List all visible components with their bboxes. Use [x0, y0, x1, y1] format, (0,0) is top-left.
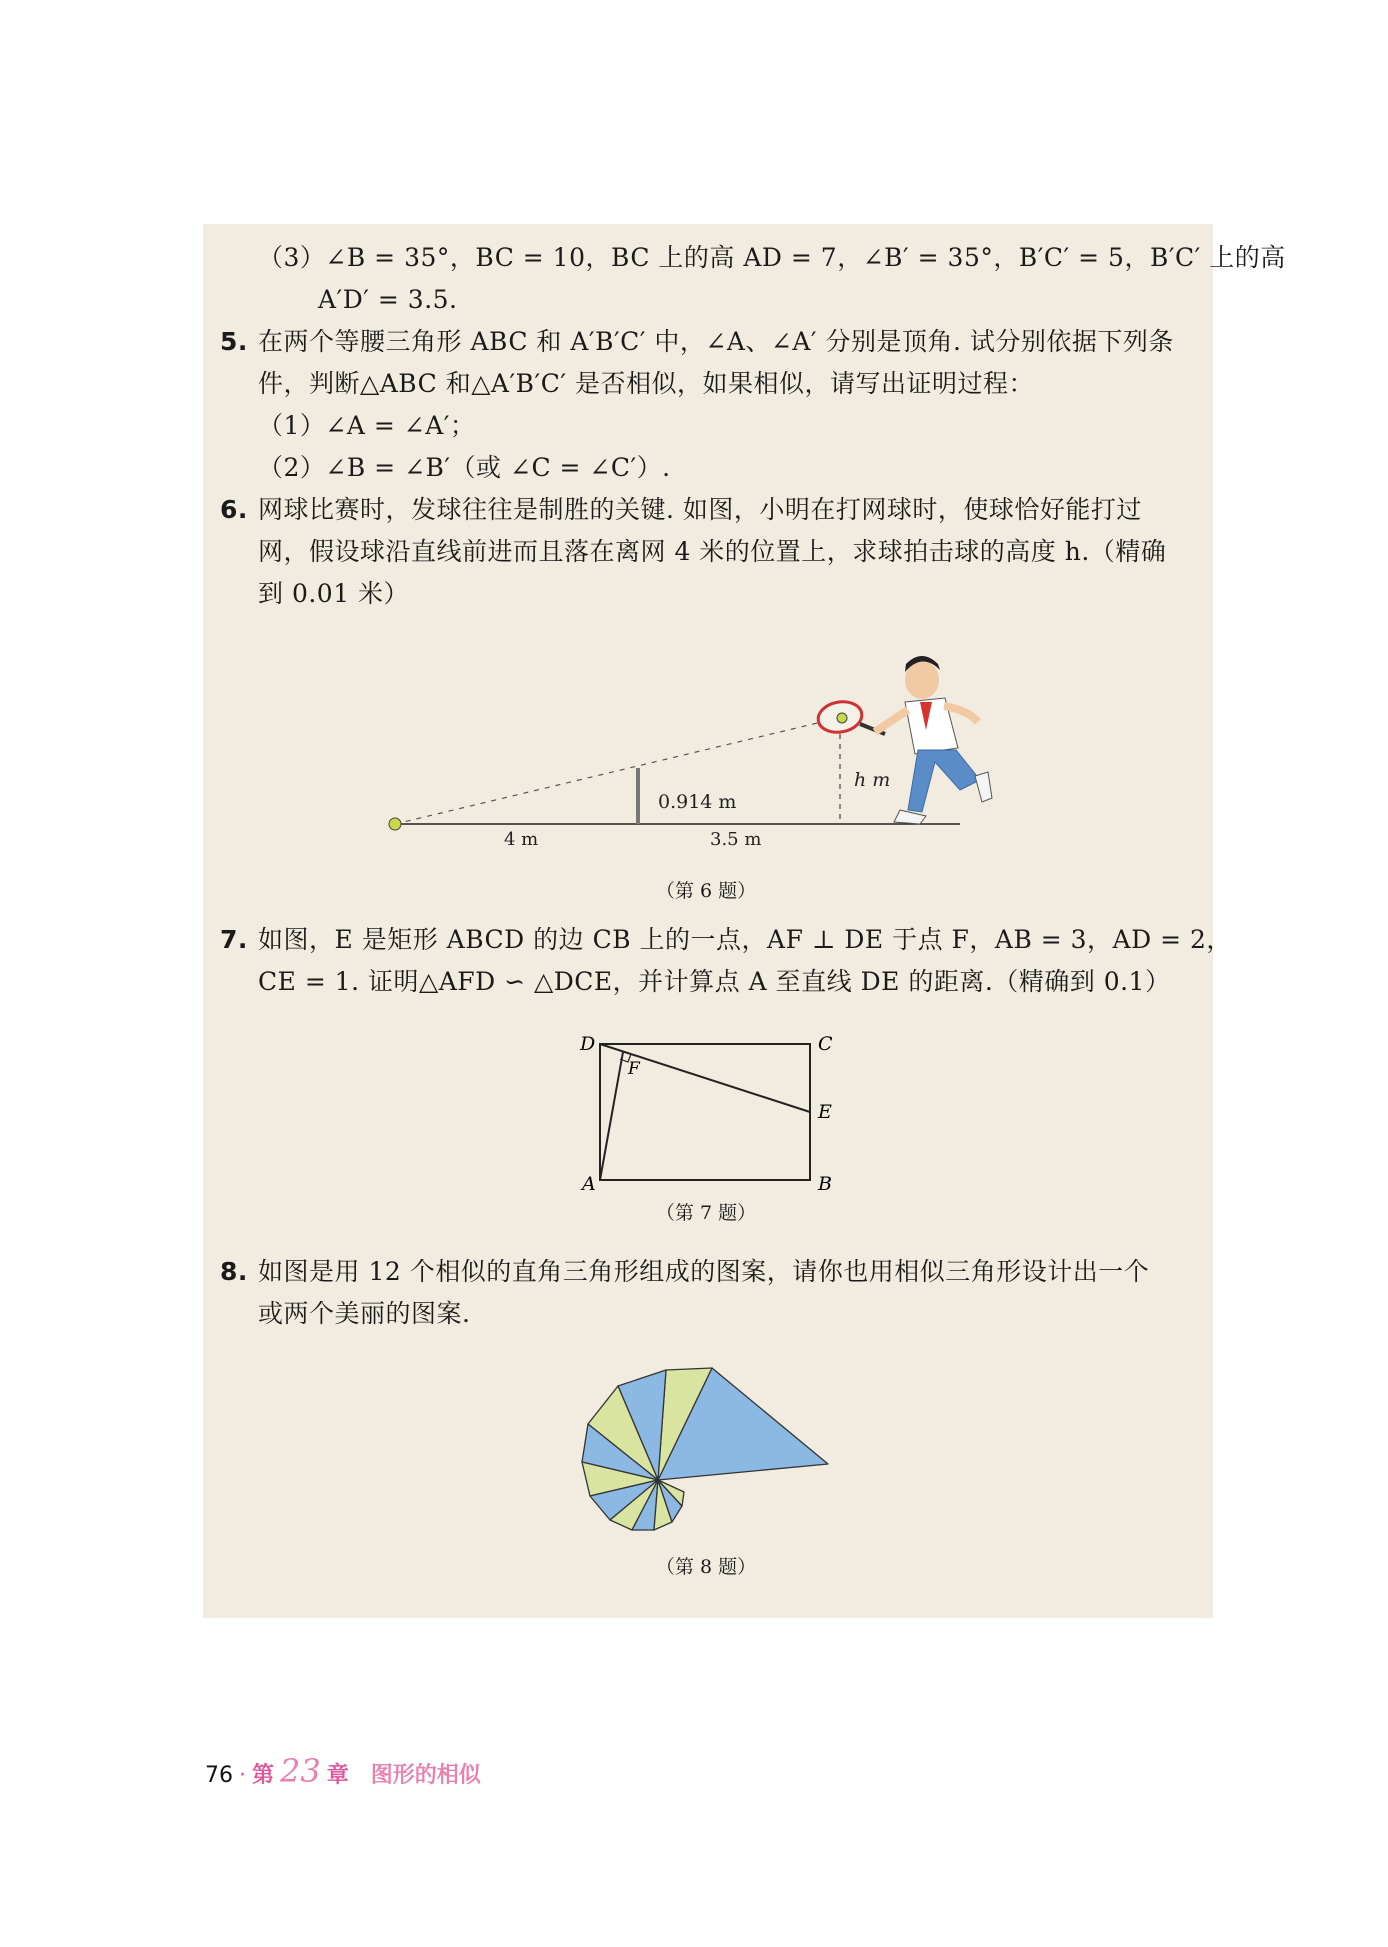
problem-7-line-1: 如图，E 是矩形 ABCD 的边 CB 上的一点，AF ⊥ DE 于点 F，AB = 3，AD = 2， [258, 925, 1232, 954]
label-D: D [580, 1033, 596, 1055]
problem-5-line-1: 在两个等腰三角形 ABC 和 A′B′C′ 中，∠A、∠A′ 分别是顶角. 试分别依据下列条 [258, 327, 1174, 356]
page-footer [205, 1752, 481, 1790]
problem-7-number: 7. [220, 925, 248, 954]
label-C: C [818, 1033, 833, 1055]
chapter-title: 图形的相似 [370, 1763, 481, 1788]
label-E: E [818, 1101, 832, 1123]
label-4m: 4 m [504, 829, 539, 850]
page-number: 76 [205, 1763, 233, 1788]
problem-4-3-line-1: （3）∠B = 35°，BC = 10，BC 上的高 AD = 7，∠B′ = 35°，B′C′ = 5，B′C′ 上的高 [258, 243, 1286, 272]
figure-6-tennis [370, 650, 1050, 860]
footer-separator: · [239, 1763, 246, 1788]
chapter-number: 23 [280, 1752, 321, 1790]
label-h: h m [854, 769, 891, 791]
problem-4-3-line-2: A′D′ = 3.5. [318, 285, 458, 314]
problem-6-line-1: 网球比赛时，发球往往是制胜的关键. 如图，小明在打网球时，使球恰好能打过 [258, 495, 1142, 524]
label-net-height: 0.914 m [658, 791, 737, 813]
figure-7-rectangle [570, 1028, 850, 1198]
caption-figure-6: （第 6 题） [655, 880, 757, 902]
problem-5-sub-1: （1）∠A = ∠A′； [258, 411, 476, 440]
problem-5-sub-2: （2）∠B = ∠B′（或 ∠C = ∠C′）. [258, 453, 671, 482]
problem-5-number: 5. [220, 327, 248, 356]
chapter-suffix: 章 [326, 1763, 349, 1788]
ball-icon [389, 818, 401, 830]
problem-8-line-1: 如图是用 12 个相似的直角三角形组成的图案，请你也用相似三角形设计出一个 [258, 1257, 1150, 1286]
problem-8-line-2: 或两个美丽的图案. [258, 1299, 471, 1328]
boy-player-icon [875, 656, 992, 824]
problem-6-line-3: 到 0.01 米） [258, 579, 410, 608]
label-A: A [582, 1173, 596, 1195]
problem-8-number: 8. [220, 1257, 248, 1286]
label-3.5m: 3.5 m [710, 829, 762, 850]
problem-6-number: 6. [220, 495, 248, 524]
caption-figure-7: （第 7 题） [655, 1202, 757, 1224]
label-F: F [628, 1059, 640, 1079]
problem-7-line-2: CE = 1. 证明△AFD ∽ △DCE，并计算点 A 至直线 DE 的距离.（精确到 0.1） [258, 967, 1171, 996]
problem-5-line-2: 件，判断△ABC 和△A′B′C′ 是否相似，如果相似，请写出证明过程： [258, 369, 1034, 398]
figure-8-spiral-triangles [570, 1354, 840, 1544]
label-B: B [818, 1173, 832, 1195]
caption-figure-8: （第 8 题） [655, 1556, 757, 1578]
chapter-prefix: 第 [252, 1763, 275, 1788]
problem-6-line-2: 网，假设球沿直线前进而且落在离网 4 米的位置上，求球拍击球的高度 h.（精确 [258, 537, 1167, 566]
